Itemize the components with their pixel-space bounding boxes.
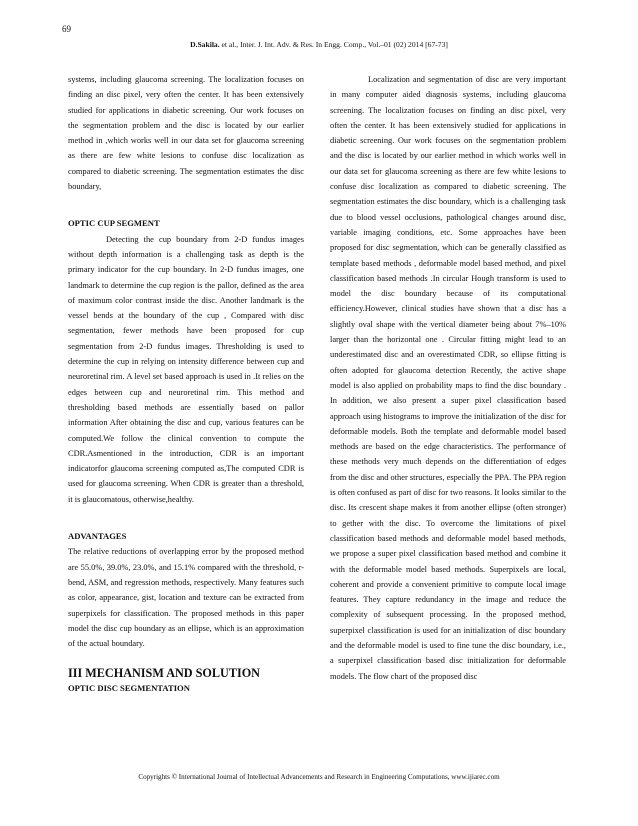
paragraph-cup-segment: Detecting the cup boundary from 2-D fundus images without depth information is a challenging task as depth is the primary indicator for the cup boundary. In 2-D fundus images, one landmark to determine the cup region is the pallor, defined as the area of maximum color contrast inside the disc. Another landmark is the vessel bends at the boundary of the cup , Compared with disc segmentation, fewer methods have been proposed for cup segmentation from 2-D fundus images. Thresholding is used to determine the cup in relying on intensity difference between cup and neuroretinal rim. A level set based approach is used in .It relies on the edges between cup and neuroretinal rim. This method and thresholding based methods are essentially based on pallor information After obtaining the disc and cup, various features can be computed.We follow the clinical convention to compute the CDR.Asmentioned in the introduction, CDR is an important indicatorfor glaucoma screening computed as,The computed CDR is used for glaucoma screening. When CDR is greater than a threshold, it is glaucomatous, otherwise,healthy. bbox=[68, 234, 304, 504]
page-number: 69 bbox=[62, 24, 71, 34]
heading-advantages: ADVANTAGES bbox=[68, 531, 127, 542]
left-paragraph-intro: systems, including glaucoma screening. The localization focuses on finding an disc pixel, very often the center. It has been extensively studied for applications in diabetic screening. Our work focuses on the segmentation problem and the disc is located by our earlier method in ,which works well in our data set for glaucoma screening as there are few white lesions to confuse disc localization as compared to diabetic screening. The segmentation estimates the disc boundary, bbox=[68, 75, 304, 192]
running-head bbox=[0, 40, 638, 49]
paragraph-advantages: The relative reductions of overlapping error by the proposed method are 55.0%, 39.0%, 23.0%, and 15.1% compared with the threshold, r-bend, ASM, and regression methods, respectively. Many features such as color, appearance, gist, location and texture can be extracted from superpixels for classification. The proposed methods in this paper model the disc cup boundary as an ellipse, which is an approximation of the actual boundary. bbox=[68, 547, 304, 649]
right-column bbox=[330, 72, 566, 684]
page-footer: Copyrights © International Journal of Intellectual Advancements and Research in Engineering Computations, www.ijiarec.com bbox=[138, 773, 500, 781]
paragraph-disc-localization: Localization and segmentation of disc are very important in many computer aided diagnosis systems, including glaucoma screening. The localization focuses on finding an disc pixel, very often the center. It has been extensively studied for applications in diabetic screening. Our work focuses on the segmentation problem and the disc is located by our earlier method in which works well in our data set for glaucoma screening as there are few white lesions to confuse disc localization as compared to diabetic screening. The segmentation estimates the disc boundary, which is a challenging task due to blood vessel occlusions, pathological changes around disc, variable imaging conditions, etc. Some approaches have been proposed for disc segmentation, which can be generally classified as template based methods , deformable model based method, and pixel classification based methods .In circular Hough transform is used to model the disc boundary because of its computational efficiency.However, clinical studies have shown that a disc has a slightly oval shape with the vertical diameter being about 7%–10% larger than the horizontal one . Circular fitting might lead to an underestimated disc and an overestimated CDR, so ellipse fitting is often adopted for glaucoma detection Recently, the active shape model is also applied on probability maps to find the disc boundary . In addition, we also present a super pixel classification based approach using histograms to improve the initialization of the disc for deformable models. Both the template and deformable model based methods are based on the edge characteristics. The performance of these methods very much depends on the differentiation of edges from the disc and other structures, especially the PPA. The PPA region is often confused as part of disc for two reasons. It looks similar to the disc. Its crescent shape makes it from another ellipse (often stronger) to gether with the disc. To overcome the limitations of pixel classification based methods and deformable model based methods, we propose a super pixel classification based method and combine it with the deformable model based methods. Superpixels are local, coherent and provide a convenient primitive to compute local image features. They capture redundancy in the image and reduce the complexity of subsequent processing. In the proposed method, superpixel classification is used for an initialization of disc boundary and the deformable model is used to fine tune the disc boundary, i.e., a superpixel classification based disc initialization for deformable models. The flow chart of the proposed disc bbox=[330, 75, 566, 681]
left-column bbox=[68, 72, 304, 697]
heading-optic-disc-segmentation: OPTIC DISC SEGMENTATION bbox=[68, 683, 190, 694]
heading-mechanism-solution: III MECHANISM AND SOLUTION bbox=[68, 666, 260, 681]
running-head-citation: et al., Inter. J. Int. Adv. & Res. In Engg. Comp., Vol.–01 (02) 2014 [67-73] bbox=[219, 40, 448, 49]
running-head-author: D.Sakila. bbox=[190, 40, 220, 49]
heading-optic-cup-segment: OPTIC CUP SEGMENT bbox=[68, 218, 160, 229]
